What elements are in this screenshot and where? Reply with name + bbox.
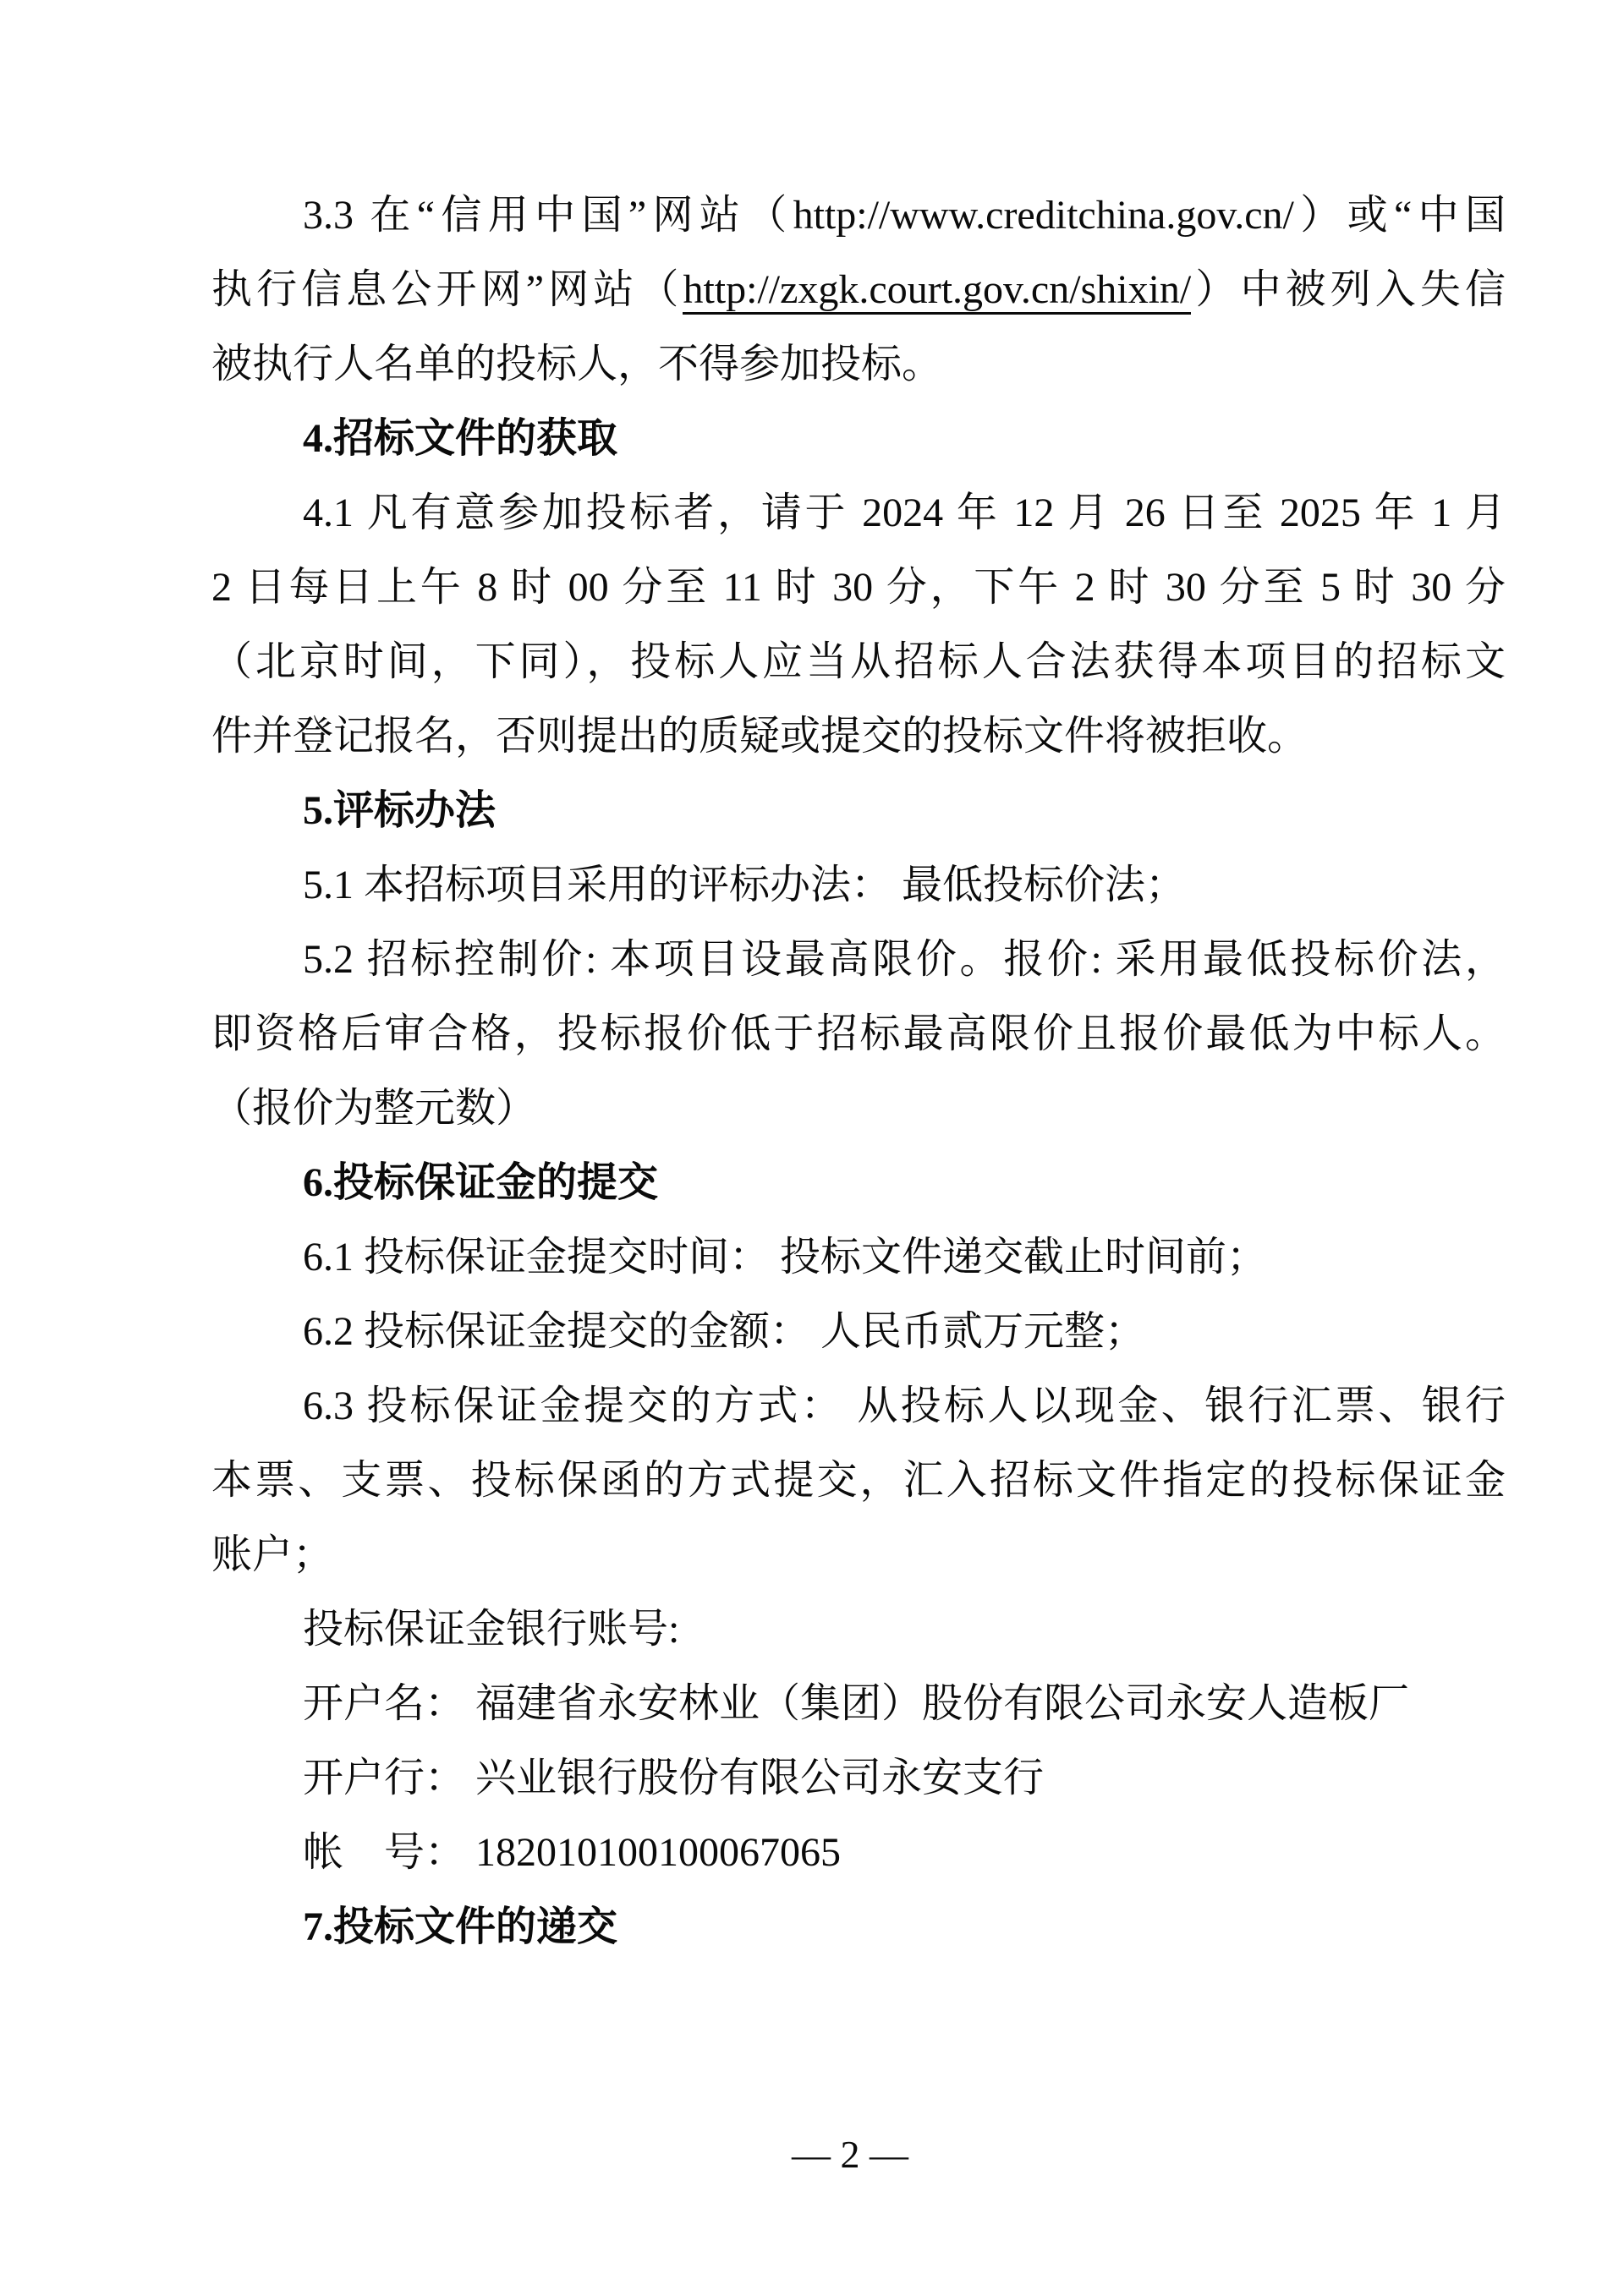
court-shixin-url: http://zxgk.court.gov.cn/shixin/ [683,267,1191,315]
clause-3-3-line-2 [211,253,1506,327]
clause-5-2-line-1: 5.2 招标控制价: 本项目设最高限价。报价: 采用最低投标价法， [303,937,1506,982]
clause-5-2-line-2: 即资格后审合格，投标报价低于招标最高限价且报价最低为中标人。 [211,1011,1506,1056]
clause-4-1-line-3: （北京时间，下同），投标人应当从招标人合法获得本项目的招标文 [211,639,1506,684]
clause-3-3-line-1: 3.3 在“信用中国”网站（http://www.creditchina.gov.cn/）或“中国 [303,193,1506,238]
clause-6-1: 6.1 投标保证金提交时间： 投标文件递交截止时间前； [303,1235,1268,1280]
clause-5-2-line-3: （报价为整元数） [211,1086,537,1131]
section-5-heading: 5.评标办法 [303,788,497,833]
bank-account-holder: 开户名： 福建省永安林业（集团）股份有限公司永安人造板厂 [303,1681,1410,1726]
clause-3-3-line-3: 被执行人名单的投标人，不得参加投标。 [211,342,943,386]
page-number: — 2 — [792,2133,908,2176]
document-body [211,178,1506,1964]
section-6-heading: 6.投标保证金的提交 [303,1160,659,1205]
bank-account-bank: 开户行： 兴业银行股份有限公司永安支行 [303,1756,1045,1800]
section-4-heading: 4.招标文件的获取 [303,416,618,461]
clause-6-3-line-1: 6.3 投标保证金提交的方式： 从投标人以现金、银行汇票、银行 [303,1384,1506,1428]
clause-4-1-line-2: 2 日每日上午 8 时 00 分至 11 时 30 分，下午 2 时 30 分至 5 时 30 分 [211,565,1506,610]
clause-3-3-line-2-post: ）中被列入失信 [1191,267,1506,312]
bank-account-label: 投标保证金银行账号: [303,1607,680,1652]
bank-account-number: 帐 号： 182010100100067065 [303,1830,842,1875]
clause-4-1-line-4: 件并登记报名，否则提出的质疑或提交的投标文件将被拒收。 [211,714,1309,759]
clause-5-1: 5.1 本招标项目采用的评标办法： 最低投标价法； [303,863,1187,907]
clause-6-3-line-3: 账户； [211,1532,334,1577]
clause-6-3-line-2: 本票、支票、投标保函的方式提交，汇入招标文件指定的投标保证金 [211,1458,1506,1503]
clause-4-1-line-1: 4.1 凡有意参加投标者，请于 2024 年 12 月 26 日至 2025 年 1 月 [303,490,1506,535]
clause-3-3-line-2-pre: 执行信息公开网”网站（ [211,267,683,312]
clause-6-2: 6.2 投标保证金提交的金额： 人民币贰万元整； [303,1309,1146,1354]
section-7-heading: 7.投标文件的递交 [303,1904,618,1949]
